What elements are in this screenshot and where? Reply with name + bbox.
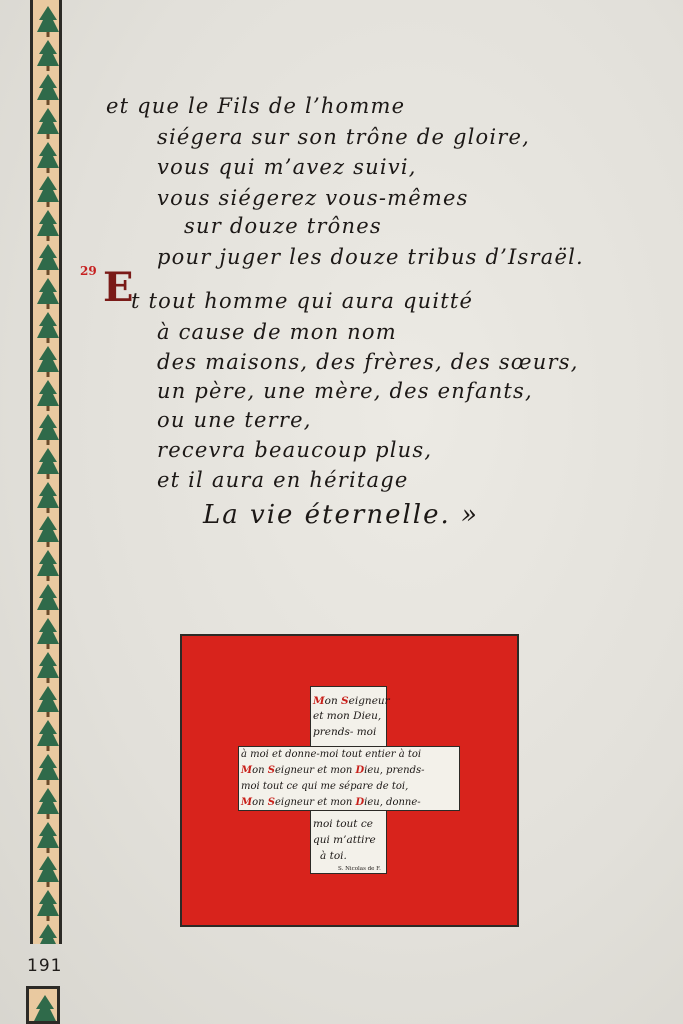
tree-trunk: [47, 372, 50, 377]
tree-icon: [37, 380, 59, 406]
verse-line: pour juger les douze tribus d’Israël.: [157, 245, 584, 269]
tree-icon: [37, 244, 59, 270]
verse-line: un père, une mère, des enfants,: [157, 379, 533, 403]
verse-line: siégera sur son trône de gloire,: [157, 125, 531, 149]
tree-icon: [37, 788, 59, 814]
tree-trunk: [47, 814, 50, 819]
prayer-line: moi tout ce: [313, 818, 373, 830]
tree-trunk: [47, 100, 50, 105]
tree-trunk: [47, 576, 50, 581]
page-number: 191: [27, 956, 63, 976]
tree-icon: [37, 822, 59, 848]
verse-line: ou une terre,: [157, 408, 312, 432]
tree-trunk: [47, 916, 50, 921]
tree-icon: [37, 312, 59, 338]
tree-trunk: [47, 338, 50, 343]
tree-trunk: [47, 440, 50, 445]
tree-trunk: [47, 236, 50, 241]
tree-icon: [37, 108, 59, 134]
tree-icon: [37, 516, 59, 542]
tree-trunk: [47, 168, 50, 173]
prayer-line: Mon Seigneur et mon Dieu, donne-: [241, 797, 421, 808]
prayer-signature: S. Nicolas de F.: [338, 866, 381, 872]
prayer-line: prends- moi: [313, 726, 377, 738]
verse-line: recevra beaucoup plus,: [157, 438, 433, 462]
tree-trunk: [47, 270, 50, 275]
tree-icon: [37, 754, 59, 780]
prayer-line: et mon Dieu,: [313, 710, 382, 722]
verse-line: des maisons, des frères, des sœurs,: [157, 350, 579, 374]
tree-trunk: [47, 610, 50, 615]
prayer-line: à toi.: [320, 850, 347, 862]
closing-phrase: La vie éternelle. »: [203, 500, 479, 530]
tree-trunk: [47, 542, 50, 547]
tree-icon: [37, 278, 59, 304]
tree-icon: [37, 550, 59, 576]
tree-trunk: [47, 202, 50, 207]
verse-line: à cause de mon nom: [157, 320, 397, 344]
prayer-line: à moi et donne-moi tout entier à toi: [241, 749, 422, 760]
verse-line: vous qui m’avez suivi,: [157, 155, 417, 179]
tree-icon: [37, 618, 59, 644]
verse-line: vous siégerez vous-mêmes: [157, 186, 469, 210]
tree-icon: [37, 584, 59, 610]
tree-trunk: [47, 678, 50, 683]
verse-line: et il aura en héritage: [157, 468, 409, 492]
tree-trunk: [47, 780, 50, 785]
prayer-line: Mon Seigneur et mon Dieu, prends-: [241, 765, 425, 776]
prayer-line: Mon Seigneur: [313, 695, 390, 707]
tree-icon: [37, 890, 59, 916]
verse-line: t tout homme qui aura quitté: [131, 289, 474, 313]
tree-trunk: [47, 406, 50, 411]
tree-icon: [34, 995, 56, 1021]
tree-trunk: [47, 848, 50, 853]
tree-trunk: [47, 66, 50, 71]
tree-icon: [37, 686, 59, 712]
prayer-line: qui m’attire: [313, 834, 376, 846]
verse-number: 29: [80, 264, 97, 278]
drop-cap: E: [103, 264, 134, 311]
tree-icon: [37, 142, 59, 168]
tree-icon: [37, 210, 59, 236]
tree-icon: [37, 924, 59, 944]
verse-line: sur douze trônes: [184, 214, 382, 238]
tree-trunk: [47, 474, 50, 479]
tree-trunk: [47, 882, 50, 887]
tree-icon: [37, 74, 59, 100]
tree-icon: [37, 856, 59, 882]
tree-icon: [37, 176, 59, 202]
tree-trunk: [47, 644, 50, 649]
tree-border-ornament: [30, 0, 62, 944]
tree-icon: [37, 346, 59, 372]
tree-trunk: [47, 134, 50, 139]
prayer-line: moi tout ce qui me sépare de toi,: [241, 781, 409, 792]
tree-icon: [37, 40, 59, 66]
tree-icon: [37, 652, 59, 678]
verse-line: et que le Fils de l’homme: [106, 94, 406, 118]
tree-trunk: [47, 746, 50, 751]
tree-icon: [37, 482, 59, 508]
tree-icon: [37, 720, 59, 746]
tree-trunk: [47, 32, 50, 37]
tree-trunk: [47, 712, 50, 717]
tree-icon: [37, 448, 59, 474]
tree-icon: [37, 414, 59, 440]
tree-trunk: [47, 508, 50, 513]
tree-border-stub: [26, 986, 60, 1024]
tree-icon: [37, 6, 59, 32]
tree-trunk: [47, 304, 50, 309]
